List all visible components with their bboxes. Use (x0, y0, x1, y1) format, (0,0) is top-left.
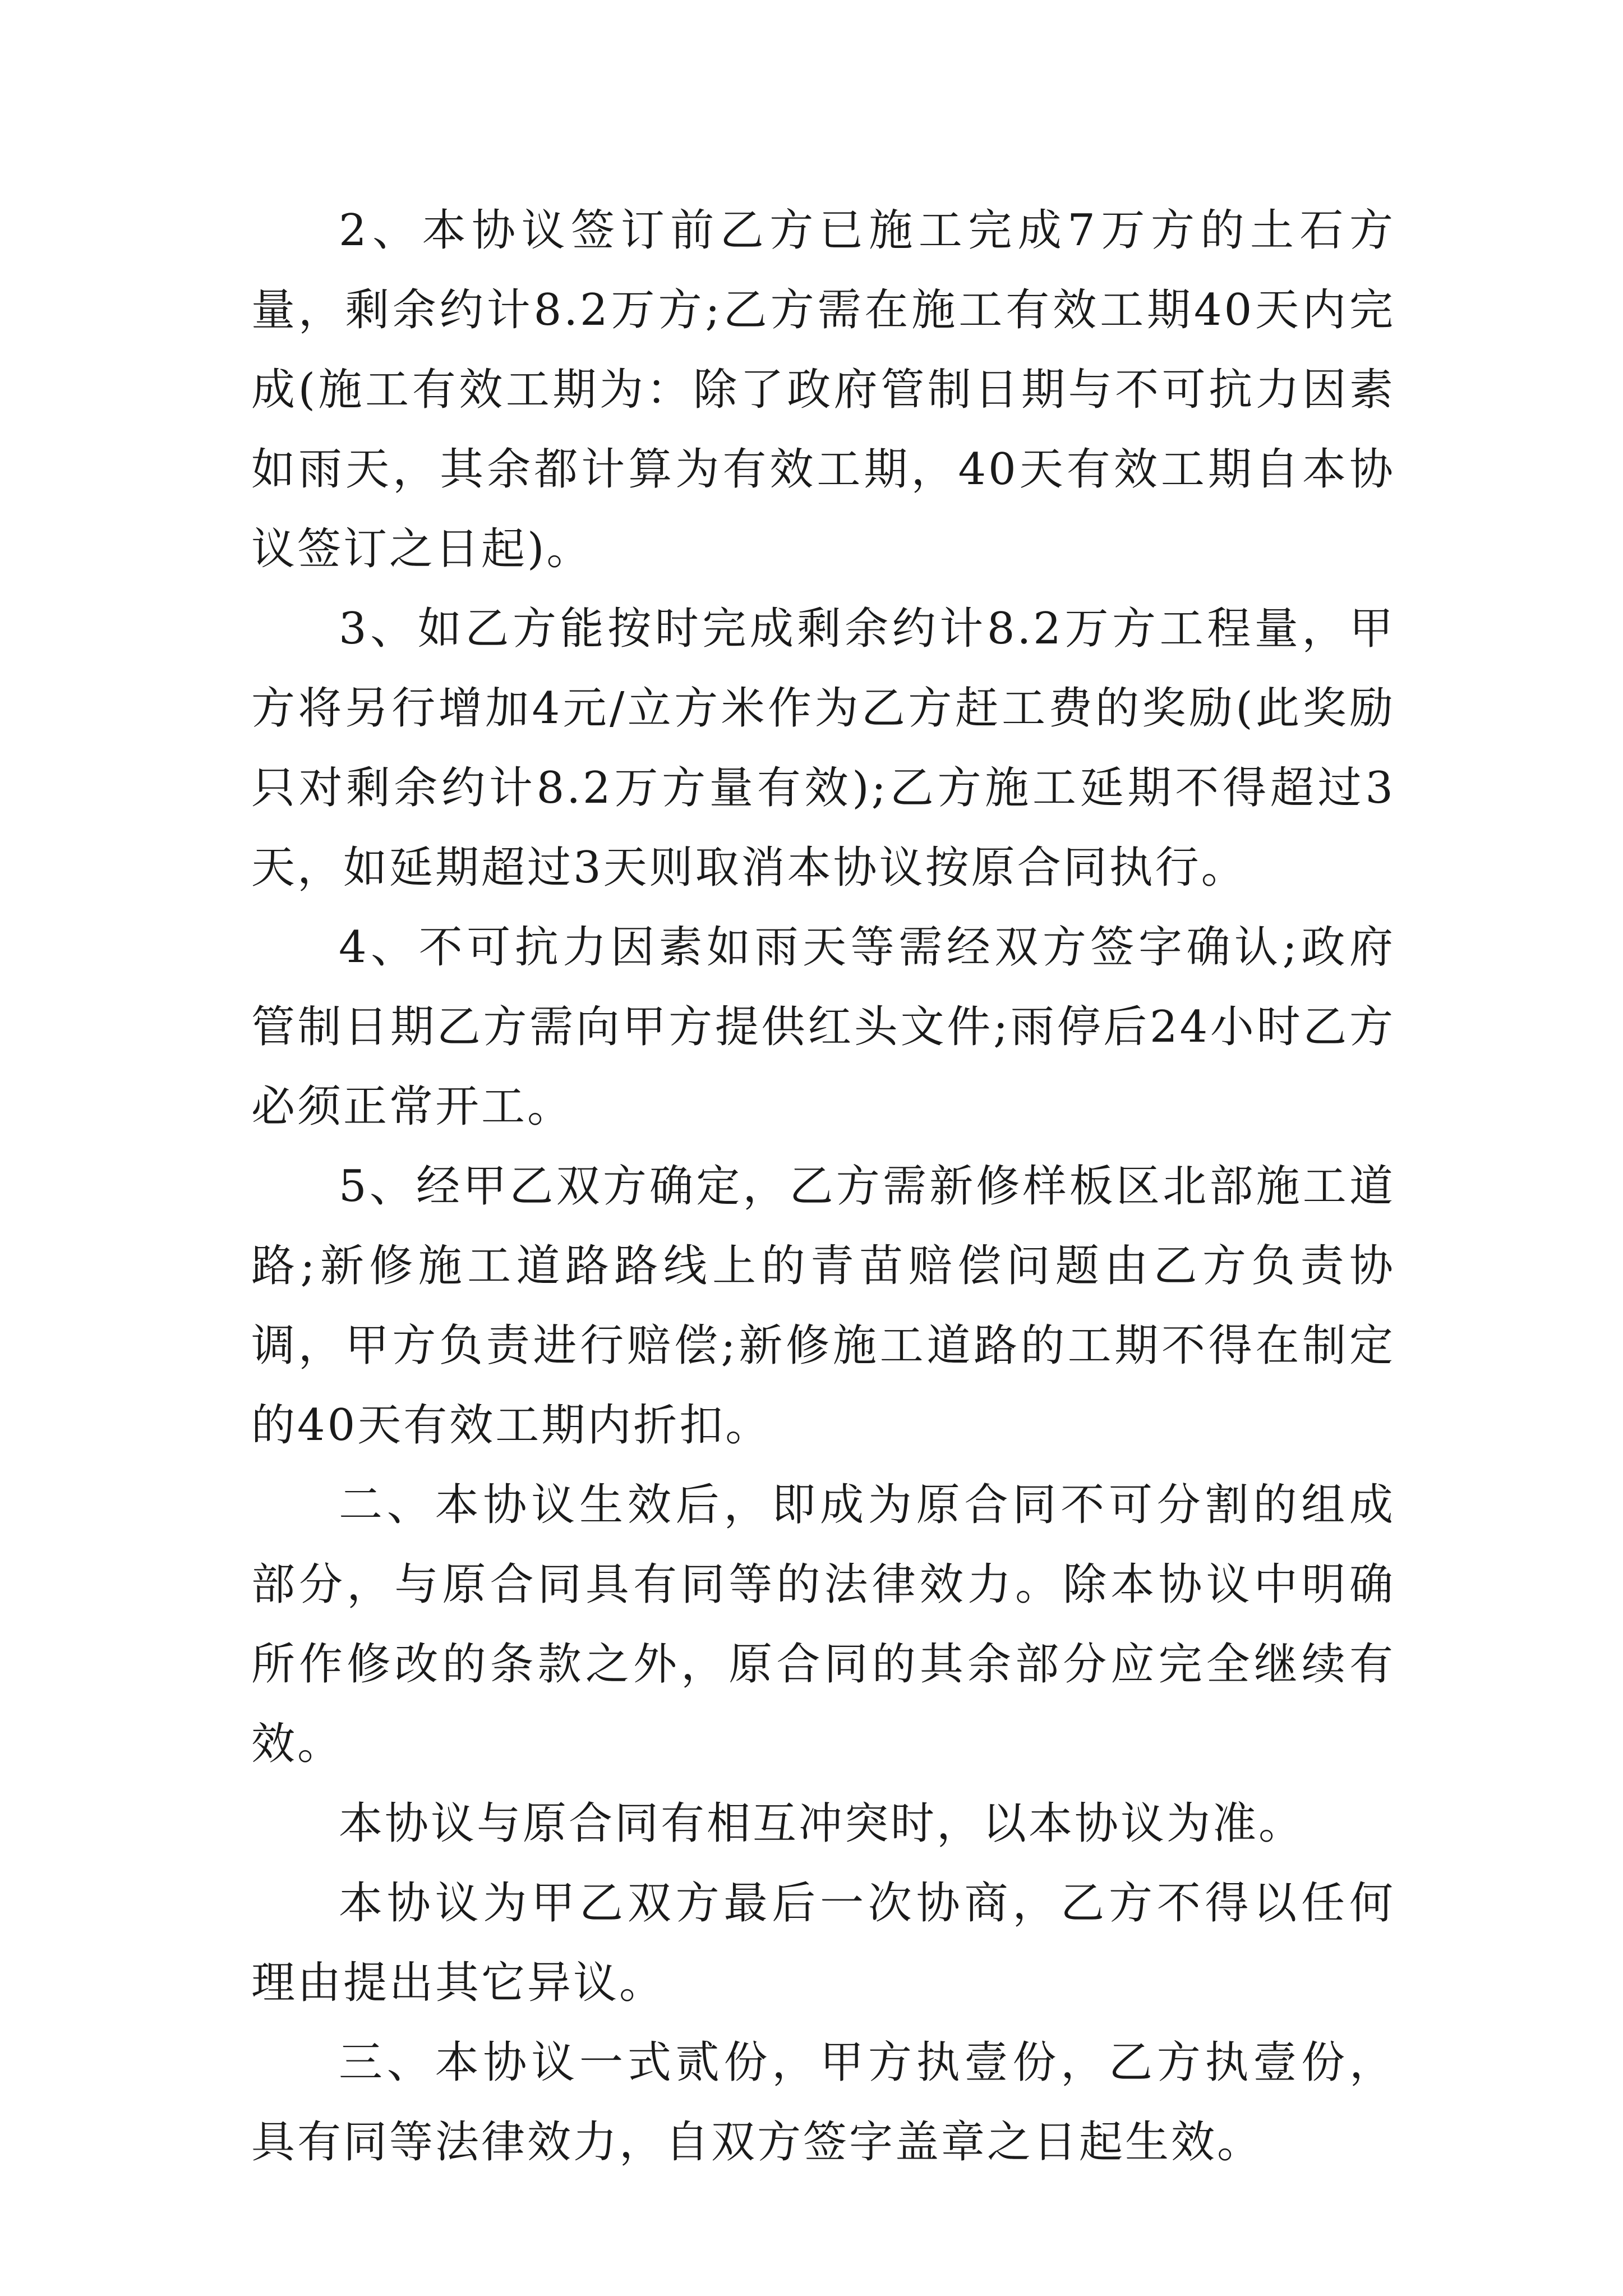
clause-4-paragraph: 4、不可抗力因素如雨天等需经双方签字确认;政府管制日期乙方需向甲方提供红头文件;雨停后24小时乙方必须正常开工。 (251, 922, 1395, 1132)
clause-5-paragraph: 5、经甲乙双方确定，乙方需新修样板区北部施工道路;新修施工道路路线上的青苗赔偿问题由乙方负责协调，甲方负责进行赔偿;新修施工道路的工期不得在制定的40天有效工期内折扣。 (251, 1161, 1395, 1451)
section-3-paragraph: 三、本协议一式贰份，甲方执壹份，乙方执壹份，具有同等法律效力，自双方签字盖章之日起生效。 (251, 2037, 1395, 2168)
conflict-rule-paragraph: 本协议与原合同有相互冲突时，以本协议为准。 (339, 1798, 1305, 1849)
clause-2-paragraph: 2、本协议签订前乙方已施工完成7万方的土石方量，剩余约计8.2万方;乙方需在施工有效工期40天内完成(施工有效工期为：除了政府管制日期与不可抗力因素如雨天，其余都计算为有效工期，40天有效工期自本协议签订之日起)。 (251, 205, 1395, 574)
final-negotiation-paragraph: 本协议为甲乙双方最后一次协商，乙方不得以任何理由提出其它异议。 (251, 1878, 1395, 2008)
clause-3-paragraph: 3、如乙方能按时完成剩余约计8.2万方工程量，甲方将另行增加4元/立方米作为乙方赶工费的奖励(此奖励只对剩余约计8.2万方量有效);乙方施工延期不得超过3天，如延期超过3天则取消本协议按原合同执行。 (251, 604, 1395, 893)
document-body (251, 191, 1395, 2182)
section-2-paragraph: 二、本协议生效后，即成为原合同不可分割的组成部分，与原合同具有同等的法律效力。除本协议中明确所作修改的条款之外，原合同的其余部分应完全继续有效。 (251, 1480, 1395, 1769)
